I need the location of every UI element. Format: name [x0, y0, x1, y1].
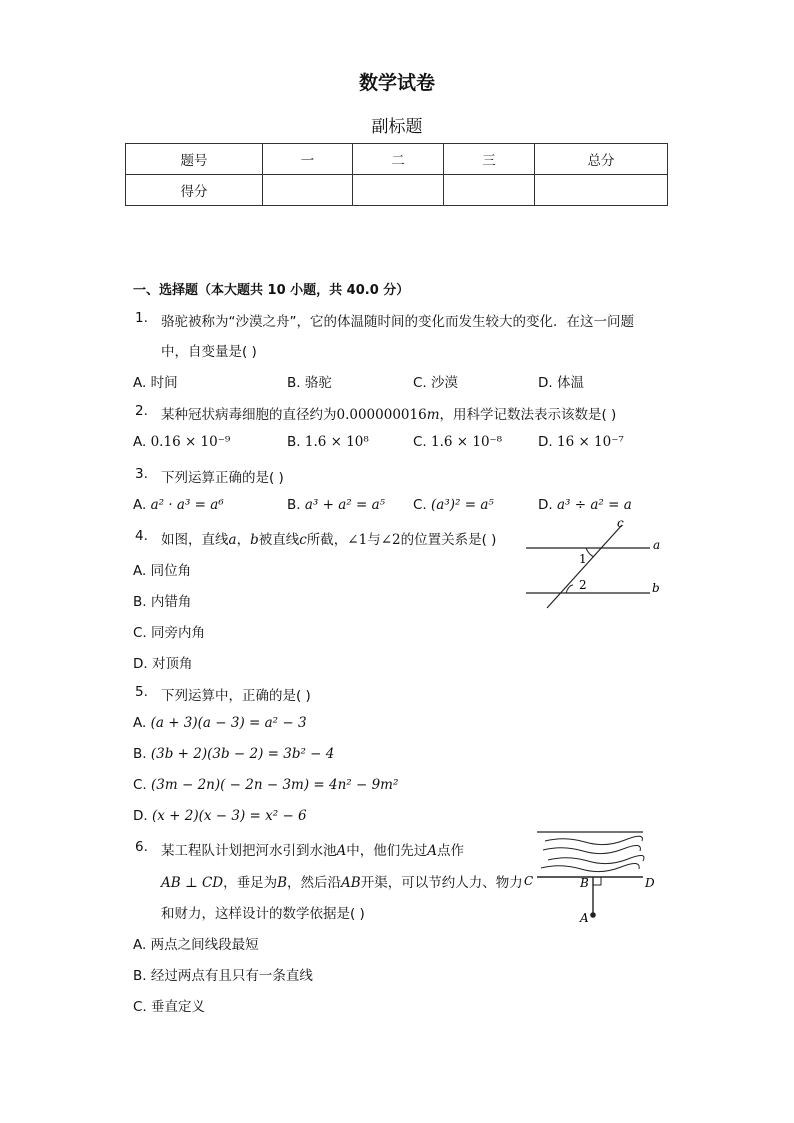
option-a[interactable]: A. 同位角: [133, 563, 192, 579]
question-text: [161, 839, 464, 859]
question-text-part: 某工程队计划把河水引到水池: [161, 843, 337, 859]
score-cell: 三: [444, 144, 535, 175]
option-d[interactable]: D. 对顶角: [133, 656, 193, 672]
option-math: (x + 2)(x − 3) = x² − 6: [151, 808, 307, 824]
question-text-part: 被直线: [258, 532, 300, 548]
option-a[interactable]: A. 两点之间线段最短: [133, 937, 259, 953]
question-number: 2.: [135, 403, 148, 419]
option-c[interactable]: [133, 777, 398, 793]
option-a[interactable]: [133, 434, 230, 450]
option-label: C.: [413, 434, 427, 450]
question-text-part: ，: [236, 532, 251, 548]
question-text: 下列运算中，正确的是( ): [161, 688, 311, 704]
angle-1-arc: [586, 548, 594, 557]
question-text: [161, 871, 523, 891]
option-label: A.: [133, 715, 147, 731]
option-b[interactable]: [287, 434, 369, 450]
math-var: c: [299, 532, 307, 548]
question-text-part: 某种冠状病毒细胞的直径约为: [161, 407, 337, 423]
option-label: D.: [133, 808, 148, 824]
math-var: A: [427, 843, 437, 859]
math-var: B: [277, 875, 288, 891]
option-label: B.: [287, 497, 301, 513]
point-a-dot: [590, 912, 596, 918]
option-c[interactable]: C. 沙漠: [413, 375, 459, 391]
score-cell: 一: [263, 144, 353, 175]
math-var: AB: [341, 875, 361, 891]
option-b[interactable]: B. 骆驼: [287, 375, 332, 391]
question-text-part: 如图，直线: [161, 532, 229, 548]
question-text: [161, 403, 616, 423]
angle-2-label: 2: [579, 578, 587, 592]
label-c: C: [524, 874, 534, 888]
question-number: 5.: [135, 684, 148, 700]
question-text-part: ，垂足为: [223, 875, 278, 891]
option-label: B.: [287, 434, 301, 450]
question-number: 6.: [135, 839, 148, 855]
option-label: B.: [133, 746, 147, 762]
score-cell: 二: [353, 144, 444, 175]
question-text-part: ，然后沿: [287, 875, 342, 891]
option-math: a³ + a² = a⁵: [304, 497, 386, 513]
math-value: 0.000000016: [336, 407, 427, 423]
option-label: A.: [133, 497, 147, 513]
label-d: D: [645, 876, 655, 890]
option-c[interactable]: C. 垂直定义: [133, 999, 206, 1015]
score-input-cell[interactable]: [263, 175, 353, 206]
option-label: A.: [133, 434, 147, 450]
section-heading: 一、选择题（本大题共 10 小题，共 40.0 分）: [133, 283, 410, 298]
option-math: 1.6 × 10⁸: [304, 434, 369, 450]
river-wave: [541, 863, 639, 871]
option-d[interactable]: D. 体温: [538, 375, 584, 391]
question-text: 骆驼被称为“沙漠之舟”，它的体温随时间的变化而发生较大的变化．在这一问题: [161, 314, 634, 330]
question-text-part: 中，他们先过: [346, 843, 428, 859]
math-angle: ∠2: [380, 532, 401, 548]
score-input-cell[interactable]: [353, 175, 444, 206]
option-c[interactable]: [413, 434, 502, 450]
option-label: D.: [538, 434, 553, 450]
option-math: a² · a³ = a⁶: [150, 497, 224, 513]
score-table: [125, 143, 668, 206]
river-wave: [543, 845, 640, 853]
river-canal-figure: [520, 825, 670, 930]
question-text-part: ，用科学记数法表示该数是( ): [439, 407, 617, 423]
math-expr: AB ⊥ CD: [161, 875, 224, 891]
line-c: [547, 525, 622, 608]
option-math: (a + 3)(a − 3) = a² − 3: [150, 715, 307, 731]
parallel-lines-figure: [520, 515, 670, 615]
label-a: a: [653, 538, 661, 552]
option-label: D.: [538, 497, 553, 513]
right-angle-mark: [593, 877, 601, 885]
math-var: a: [228, 532, 237, 548]
option-a[interactable]: [133, 497, 224, 513]
math-var: A: [336, 843, 347, 859]
option-math: (a³)² = a⁵: [431, 497, 494, 513]
score-cell: 总分: [535, 144, 668, 175]
river-wave: [548, 855, 644, 863]
option-b[interactable]: [287, 497, 385, 513]
river-wave: [545, 836, 642, 844]
page-subtitle: 副标题: [371, 117, 423, 137]
question-number: 1.: [135, 310, 148, 326]
option-c[interactable]: [413, 497, 494, 513]
score-cell: 题号: [126, 144, 263, 175]
page-title: 数学试卷: [358, 72, 435, 94]
option-d[interactable]: [133, 808, 307, 824]
math-angle: ∠1: [347, 532, 368, 548]
label-b: b: [652, 581, 660, 595]
score-cell: 得分: [126, 175, 263, 206]
score-input-cell[interactable]: [444, 175, 535, 206]
question-text: 和财力，这样设计的数学依据是( ): [161, 906, 365, 922]
angle-1-label: 1: [579, 552, 587, 566]
question-number: 3.: [135, 466, 148, 482]
option-label: C.: [413, 497, 427, 513]
option-math: (3b + 2)(3b − 2) = 3b² − 4: [150, 746, 335, 762]
question-number: 4.: [135, 528, 148, 544]
math-var: b: [250, 532, 259, 548]
option-math: (3m − 2n)( − 2n − 3m) = 4n² − 9m²: [151, 777, 399, 793]
label-b: B: [580, 876, 589, 890]
math-unit: m: [426, 407, 440, 423]
score-table-header-row: [126, 144, 668, 175]
option-d[interactable]: [538, 497, 632, 513]
score-input-cell[interactable]: [535, 175, 668, 206]
option-c[interactable]: C. 同旁内角: [133, 625, 206, 641]
option-math: 16 × 10⁻⁷: [556, 434, 624, 450]
question-text: 中，自变量是( ): [161, 344, 257, 360]
question-text: 下列运算正确的是( ): [161, 470, 284, 486]
question-text-part: 与: [367, 532, 381, 548]
option-math: a³ ÷ a² = a: [556, 497, 632, 513]
question-text-part: 开渠，可以节约人力、物力: [360, 875, 523, 891]
option-b[interactable]: B. 经过两点有且只有一条直线: [133, 968, 313, 984]
label-c: c: [617, 516, 624, 530]
option-label: C.: [133, 777, 147, 793]
score-table-score-row: [126, 175, 668, 206]
question-text: [161, 528, 496, 548]
option-a[interactable]: A. 时间: [133, 375, 178, 391]
question-text-part: 所截，: [306, 532, 348, 548]
question-text-part: 点作: [437, 843, 464, 859]
option-a[interactable]: [133, 715, 307, 731]
question-text-part: 的位置关系是( ): [400, 532, 497, 548]
option-math: 1.6 × 10⁻⁸: [431, 434, 503, 450]
option-math: 0.16 × 10⁻⁹: [150, 434, 231, 450]
option-b[interactable]: [133, 746, 334, 762]
option-b[interactable]: B. 内错角: [133, 594, 192, 610]
label-a: A: [580, 911, 589, 925]
option-d[interactable]: [538, 434, 624, 450]
